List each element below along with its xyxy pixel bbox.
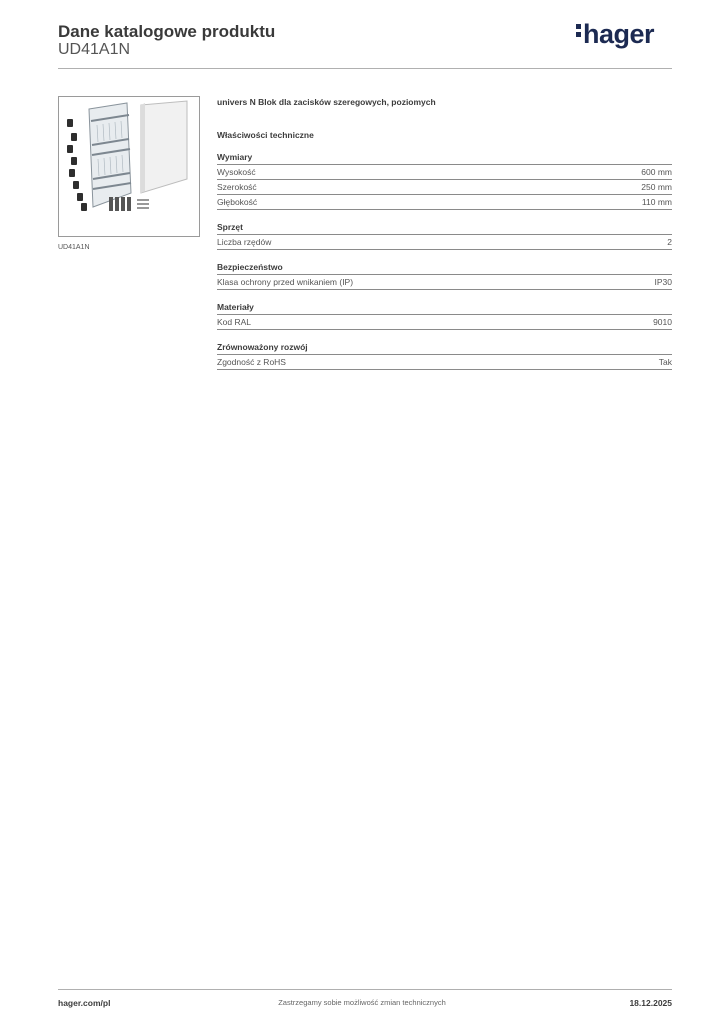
group-title-equipment: Sprzęt	[217, 220, 672, 235]
group-title-safety: Bezpieczeństwo	[217, 260, 672, 275]
logo-dots-icon	[576, 21, 582, 40]
spec-row	[217, 165, 672, 180]
footer-divider	[58, 989, 672, 990]
spec-label: Wysokość	[217, 167, 256, 177]
spec-row	[217, 315, 672, 330]
spec-label: Zgodność z RoHS	[217, 357, 286, 367]
product-description: univers N Blok dla zacisków szeregowych, poziomych	[217, 97, 436, 107]
spec-row	[217, 195, 672, 210]
image-caption: UD41A1N	[58, 244, 90, 251]
spec-row	[217, 355, 672, 370]
spec-value: 2	[667, 237, 672, 247]
spec-row	[217, 275, 672, 290]
spec-label: Szerokość	[217, 182, 257, 192]
product-illustration	[59, 97, 199, 236]
spec-label: Głębokość	[217, 197, 258, 207]
footer-website-link[interactable]: hager.com/pl	[58, 998, 111, 1008]
spec-label: Klasa ochrony przed wnikaniem (IP)	[217, 277, 354, 287]
hager-logo	[576, 19, 654, 50]
footer-disclaimer: Zastrzegamy sobie możliwość zmian technicznych	[278, 998, 446, 1007]
spec-value: 250 mm	[641, 182, 672, 192]
spec-value: 9010	[653, 317, 672, 327]
page-title: Dane katalogowe produktu	[58, 22, 276, 41]
group-title-sustainability: Zrównoważony rozwój	[217, 340, 672, 355]
group-title-dimensions: Wymiary	[217, 150, 672, 165]
footer-date: 18.12.2025	[629, 998, 672, 1008]
document-header	[58, 20, 672, 70]
spec-row	[217, 235, 672, 250]
spec-value: 600 mm	[641, 167, 672, 177]
brand-name: hager	[582, 19, 654, 49]
spec-label: Liczba rzędów	[217, 237, 272, 247]
spec-value: 110 mm	[641, 197, 672, 207]
header-divider	[58, 68, 672, 69]
spec-value: IP30	[654, 277, 672, 287]
specification-panel	[217, 90, 672, 370]
technical-section-title: Właściwości techniczne	[217, 130, 314, 140]
spec-label: Kod RAL	[217, 317, 252, 327]
group-title-materials: Materiały	[217, 300, 672, 315]
spec-row	[217, 180, 672, 195]
spec-value: Tak	[658, 357, 672, 367]
product-image	[58, 96, 200, 237]
product-code: UD41A1N	[58, 41, 131, 58]
